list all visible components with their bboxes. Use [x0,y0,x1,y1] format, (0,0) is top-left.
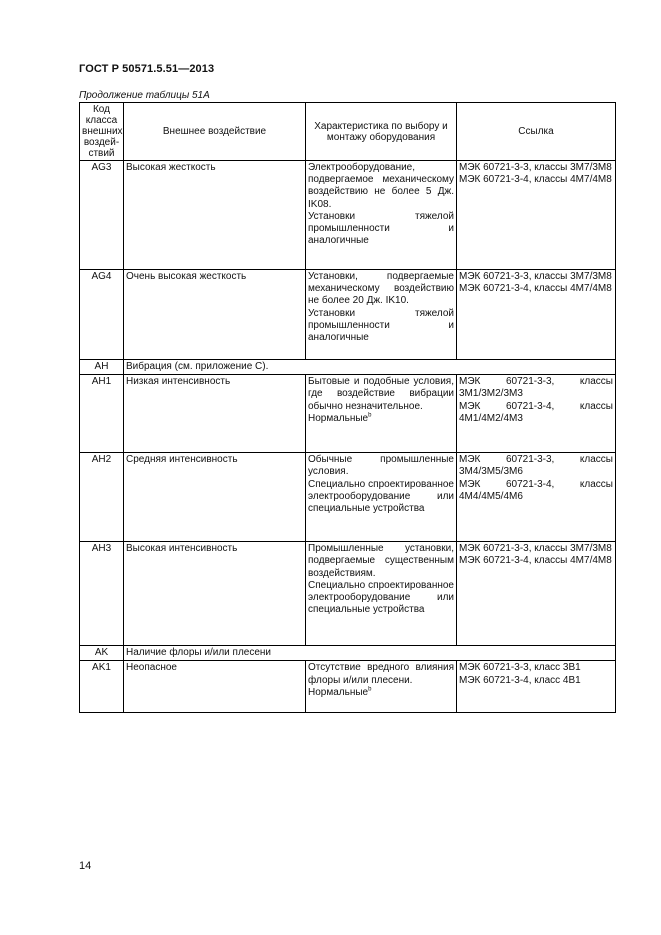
header-reference: Ссылка [457,103,616,161]
reference-text: МЭК 60721-3-3, классы 3М1/3М2/3М3 [459,376,613,400]
cell-reference [457,270,616,360]
reference-text: МЭК 60721-3-4, классы 4М7/4М8 [459,174,612,186]
footnote-mark: b [368,412,372,419]
cell-code: AH3 [80,542,124,646]
section-row-ak [80,646,616,661]
cell-code: AH1 [80,375,124,453]
table-row-ag4 [80,270,616,360]
characteristic-text: Бытовые и подобные условия, где воздействие вибрации обычно незначительное. [308,376,454,412]
cell-characteristic [306,661,457,713]
cell-influence: Очень высокая жесткость [124,270,306,360]
reference-text: МЭК 60721-3-4, классы 4М4/4М5/4М6 [459,478,613,502]
table-row-ah2 [80,453,616,542]
cell-influence: Средняя интенсивность [124,453,306,542]
cell-code: AH2 [80,453,124,542]
cell-influence: Высокая интенсивность [124,542,306,646]
cell-reference [457,453,616,542]
cell-code: AH [80,360,124,375]
header-influence: Внешнее воздействие [124,103,306,161]
cell-influence: Низкая интенсивность [124,375,306,453]
cell-reference [457,661,616,713]
footnote-mark: b [368,686,372,693]
characteristic-text: Установки тяжелой промышленности и аналогичные [308,307,454,344]
reference-text: МЭК 60721-3-4, классы 4М1/4М2/4М3 [459,400,613,424]
reference-text: МЭК 60721-3-3, класс 3В1 [459,662,581,674]
characteristic-text [308,687,454,699]
cell-code: AG4 [80,270,124,360]
characteristic-text: Обычные промышленные условия. [308,454,454,478]
cell-code: AK1 [80,661,124,713]
reference-text: МЭК 60721-3-3, классы 3М4/3М5/3М6 [459,454,613,478]
section-title: Вибрация (см. приложение С). [124,360,616,375]
characteristic-text: Специально спроектированное электрооборудование или специальные устройства [308,579,454,616]
cell-characteristic [306,542,457,646]
characteristic-text: Установки тяжелой промышленности и аналогичные [308,210,454,247]
table-row-ag3 [80,161,616,270]
characteristic-text: Установки, подвергаемые механическому воздействию не более 20 Дж. IK10. [308,271,454,307]
page-number: 14 [79,860,92,872]
reference-text: МЭК 60721-3-3, классы 3М7/3М8 [459,271,612,282]
cell-characteristic [306,161,457,270]
cell-characteristic [306,375,457,453]
characteristic-text: Специально спроектированное электрооборудование или специальные устройства [308,478,454,515]
document-header: ГОСТ Р 50571.5.51—2013 [79,63,215,75]
characteristic-text: Отсутствие вредного влияния флоры и/или плесени. [308,662,454,686]
reference-text: МЭК 60721-3-3, классы 3М7/3М8 [459,162,612,173]
characteristic-text: Электрооборудование, подвергаемое механическому воздействию не более 5 Дж. IK08. [308,162,454,210]
characteristic-text: Промышленные установки, подвергаемые существенным воздействиям. [308,543,454,579]
cell-reference [457,375,616,453]
section-title: Наличие флоры и/или плесени [124,646,616,661]
table-row-ah3 [80,542,616,646]
reference-text: МЭК 60721-3-3, классы 3М7/3М8 [459,543,612,555]
table-row-ah1 [80,375,616,453]
cell-reference [457,542,616,646]
cell-code: AG3 [80,161,124,270]
header-code: Код класса внешних воздей-ствий [80,103,124,161]
reference-text: МЭК 60721-3-4, классы 4М7/4М8 [459,283,612,295]
reference-text: МЭК 60721-3-4, классы 4М7/4М8 [459,555,612,567]
cell-influence: Неопасное [124,661,306,713]
cell-reference [457,161,616,270]
characteristic-note: Нормальные [308,412,369,424]
cell-influence: Высокая жесткость [124,161,306,270]
external-influences-table [79,102,616,713]
cell-code: AK [80,646,124,661]
characteristic-text [308,413,454,425]
reference-text: МЭК 60721-3-4, класс 4В1 [459,674,581,686]
cell-characteristic [306,453,457,542]
header-characteristic: Характеристика по выбору и монтажу оборудования [306,103,457,161]
cell-characteristic [306,270,457,360]
table-caption: Продолжение таблицы 51А [79,90,210,101]
table-row-ak1 [80,661,616,713]
table-header-row [80,103,616,161]
characteristic-note: Нормальные [308,686,369,698]
section-row-ah [80,360,616,375]
